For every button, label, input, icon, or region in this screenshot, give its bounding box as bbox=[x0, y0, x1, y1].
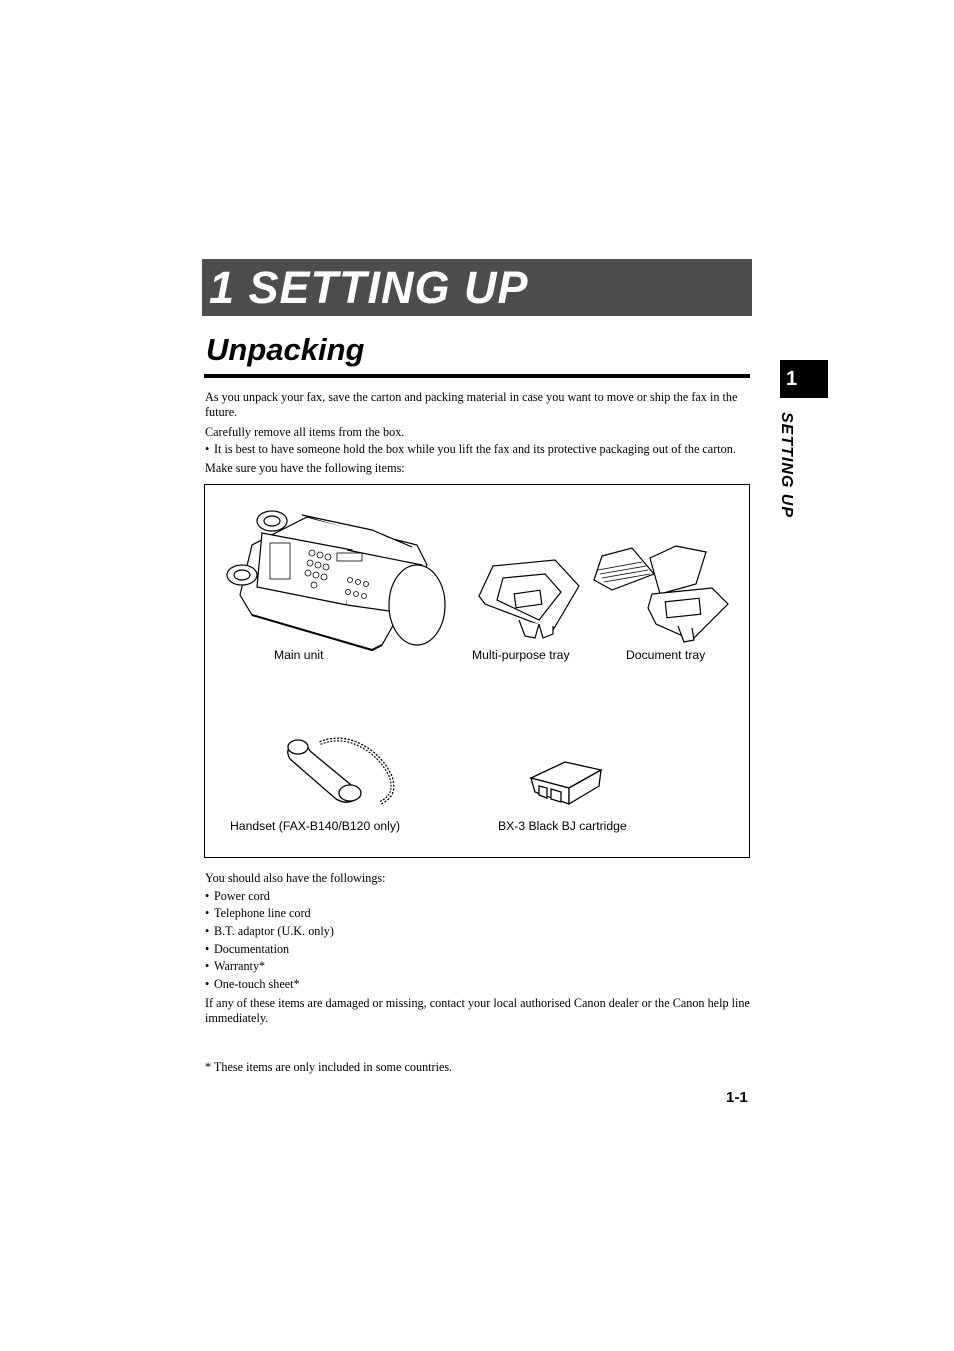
item-label-handset: Handset (FAX-B140/B120 only) bbox=[230, 819, 401, 833]
chapter-tab: 1 bbox=[780, 360, 828, 398]
list-item: • Documentation bbox=[205, 942, 290, 956]
page-number: 1-1 bbox=[726, 1089, 748, 1106]
handset-icon bbox=[280, 735, 404, 810]
also-intro-text: You should also have the followings: bbox=[205, 871, 386, 885]
damaged-items-text: If any of these items are damaged or missing, contact your local authorised Canon dealer or the Canon help line immediately. bbox=[205, 996, 750, 1025]
chapter-tab-label: SETTING UP bbox=[778, 412, 795, 519]
item-label-document-tray: Document tray bbox=[626, 648, 706, 662]
cartridge-icon bbox=[525, 758, 605, 808]
section-divider bbox=[204, 374, 750, 378]
section-title: Unpacking bbox=[206, 332, 365, 367]
items-intro-text: Make sure you have the following items: bbox=[205, 461, 405, 475]
list-item: • B.T. adaptor (U.K. only) bbox=[205, 924, 334, 938]
document-tray-icon bbox=[592, 544, 732, 644]
list-item: • Telephone line cord bbox=[205, 906, 311, 920]
list-item: • One-touch sheet* bbox=[205, 977, 300, 991]
fax-main-unit-icon bbox=[222, 505, 448, 655]
item-label-cartridge: BX-3 Black BJ cartridge bbox=[498, 819, 627, 833]
multi-purpose-tray-icon bbox=[475, 558, 585, 640]
list-item: • It is best to have someone hold the box while you lift the fax and its protective packaging out of the carton. bbox=[205, 442, 736, 456]
intro-paragraph: As you unpack your fax, save the carton and packing material in case you want to move or ship the fax in the future. bbox=[205, 390, 738, 419]
item-label-multi-purpose-tray: Multi-purpose tray bbox=[472, 648, 570, 662]
item-label-main-unit: Main unit bbox=[274, 648, 324, 662]
footnote: * These items are only included in some countries. bbox=[205, 1060, 453, 1074]
remove-items-text: Carefully remove all items from the box. bbox=[205, 425, 405, 439]
list-item: • Power cord bbox=[205, 889, 270, 903]
chapter-title-banner: 1 SETTING UP bbox=[202, 259, 752, 316]
list-item: • Warranty* bbox=[205, 959, 266, 973]
